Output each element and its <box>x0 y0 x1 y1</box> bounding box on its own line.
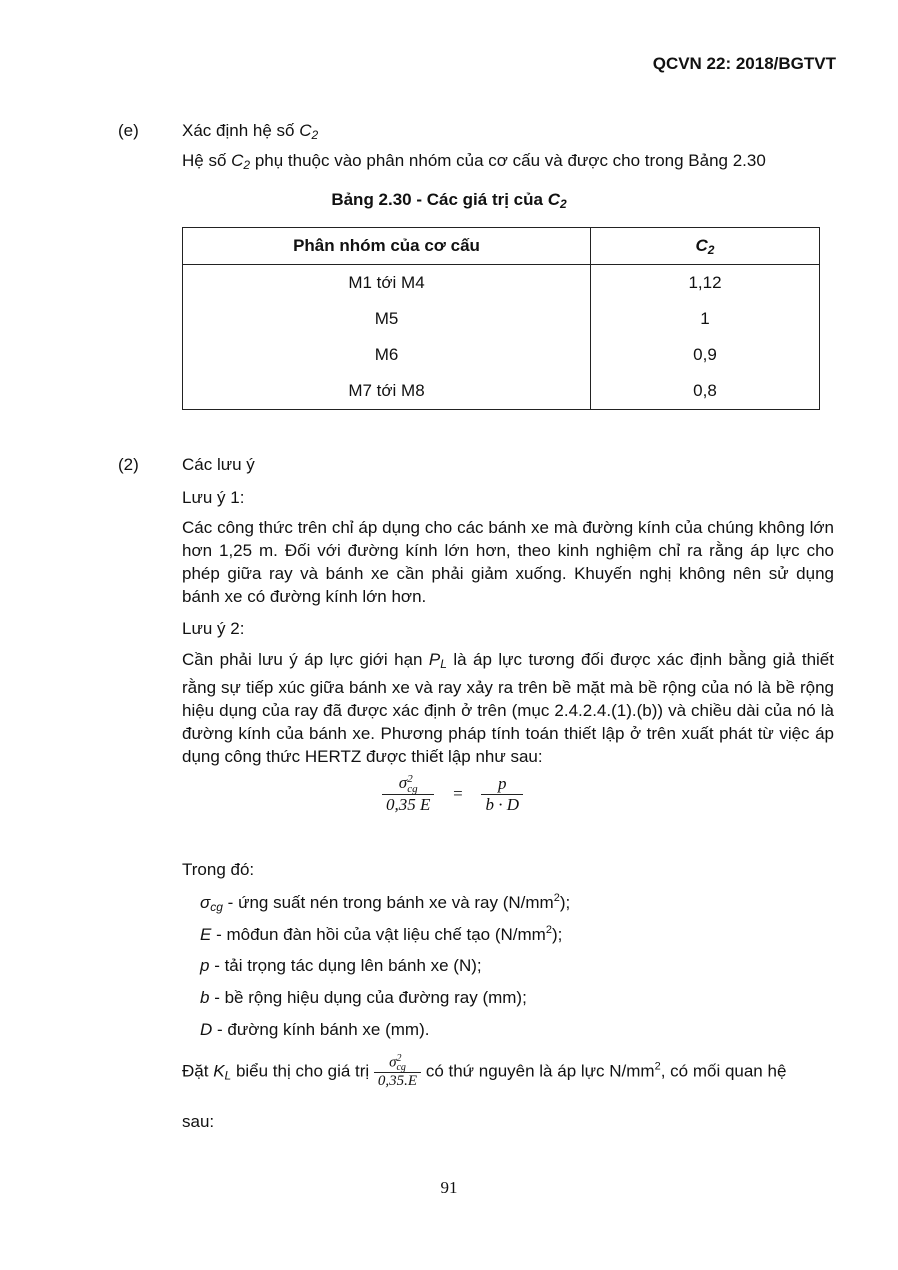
table-caption-text: Bảng 2.30 - Các giá trị của <box>331 190 548 209</box>
table-cell-value: 0,9 <box>591 337 820 373</box>
definition-superscript: 2 <box>553 892 560 904</box>
definition-symbol: b <box>200 988 210 1007</box>
page-number: 91 <box>440 1178 458 1197</box>
kl-post-tail: , có mối quan hệ <box>660 1061 787 1081</box>
kl-symbol: K <box>213 1061 225 1081</box>
definition-row <box>200 924 562 945</box>
formula-sigma-sup: 2 <box>407 773 413 786</box>
definition-symbol: D <box>200 1020 213 1039</box>
definition-superscript: 2 <box>545 924 552 936</box>
kl-sigma: σ <box>389 1054 397 1071</box>
table-header-c2 <box>591 228 820 265</box>
section-2-heading: Các lưu ý <box>182 455 255 474</box>
hertz-formula <box>382 773 523 815</box>
table-cell-value: 1,12 <box>591 265 820 302</box>
table-header-group: Phân nhóm của cơ cấu <box>183 228 591 265</box>
table-row <box>183 373 820 410</box>
definition-text: môđun đàn hồi của vật liệu chế tạo (N/mm <box>226 925 546 944</box>
document-code: QCVN 22: 2018/BGTVT <box>652 54 836 73</box>
section-e-heading-text: Xác định hệ số <box>182 121 300 140</box>
definition-text: tải trọng tác dụng lên bánh xe (N); <box>224 956 482 975</box>
definition-row <box>200 1020 429 1040</box>
table-caption-symbol: C <box>547 190 560 209</box>
table-caption <box>0 190 898 211</box>
kl-subscript: L <box>224 1068 232 1083</box>
definition-dash: - <box>212 1020 228 1039</box>
definition-tail: ); <box>551 925 563 944</box>
section-e-heading-subscript: 2 <box>311 128 319 142</box>
table-row <box>183 265 820 302</box>
definition-symbol: σ <box>200 893 211 912</box>
definition-text: bề rộng hiệu dụng của đường ray (mm); <box>224 988 527 1007</box>
definition-symbol: E <box>200 925 212 944</box>
table-cell-group: M5 <box>183 301 591 337</box>
table-cell-value: 1 <box>591 301 820 337</box>
note-2-post: là áp lực tương đối được xác định bằng giả thiết rằng sự tiếp xúc giữa bánh xe và ray xảy ra trên bề mặt mà bề rộng của nó là bề rộng hiệu dụng của ray đã được xác định ở trên (mục 2.4.2.4.(1).(b)) và chiều dài của nó là đường kính của bánh xe. Phương pháp tính toán thiết lập ở trên xuất phát từ việc áp dụng công thức HERTZ được thiết lập như sau: <box>182 650 834 766</box>
section-2-marker: (2) <box>118 455 139 474</box>
table-row <box>183 337 820 373</box>
section-e-line-post: phụ thuộc vào phân nhóm của cơ cấu và được cho trong Bảng 2.30 <box>250 151 766 170</box>
table-cell-group: M1 tới M4 <box>183 265 591 302</box>
definition-text: đường kính bánh xe (mm). <box>227 1020 430 1039</box>
kl-sigma-sup: 2 <box>396 1053 402 1064</box>
formula-lhs-denominator: 0,35 E <box>386 795 431 815</box>
section-e-line-symbol: C <box>231 151 244 170</box>
table-header-c2-subscript: 2 <box>707 242 715 257</box>
definition-row <box>200 956 482 976</box>
definition-row <box>200 892 570 914</box>
kl-pre: Đặt <box>182 1061 214 1081</box>
note-2-text <box>182 648 834 768</box>
kl-fraction-numerator <box>374 1054 421 1073</box>
table-cell-group: M6 <box>183 337 591 373</box>
kl-mid: biểu thị cho giá trị <box>231 1061 374 1081</box>
definition-dash: - <box>211 925 227 944</box>
table-header-c2-symbol: C <box>695 235 708 255</box>
formula-rhs-denominator: b · D <box>485 794 519 814</box>
kl-post: có thứ nguyên là áp lực N/mm <box>425 1061 655 1081</box>
definition-text: ứng suất nén trong bánh xe và ray (N/mm <box>238 893 554 912</box>
formula-lhs-numerator <box>382 773 434 795</box>
note-2-symbol: P <box>428 650 441 669</box>
table-cell-group: M7 tới M8 <box>183 373 591 410</box>
formula-sigma: σ <box>398 773 408 792</box>
section-e-marker: (e) <box>118 121 139 140</box>
note-2-pre: Cần phải lưu ý áp lực giới hạn <box>182 650 429 669</box>
definition-symbol-subscript: cg <box>210 900 223 914</box>
note-1-label: Lưu ý 1: <box>182 488 245 507</box>
formula-lhs-fraction <box>382 773 434 815</box>
section-e-heading-symbol: C <box>299 121 312 140</box>
formula-rhs-fraction <box>481 774 523 815</box>
table-cell-value: 0,8 <box>591 373 820 410</box>
formula-equals: = <box>453 784 463 804</box>
note-1-text: Các công thức trên chỉ áp dụng cho các bánh xe mà đường kính của chúng không lớn hơn 1,25 m. Đối với đường kính lớn hơn, theo kinh nghiệm chỉ ra rằng áp lực cho phép giữa ray và bánh xe cần phải giảm xuống. Khuyến nghị không nên sử dụng bánh xe có đường kính lớn hơn. <box>182 518 834 606</box>
kl-fraction-denominator: 0,35.E <box>377 1073 418 1089</box>
section-e-line-subscript: 2 <box>243 158 251 172</box>
section-e-heading <box>182 121 318 142</box>
kl-definition-line <box>182 1054 786 1090</box>
kl-sigma-sub: cg <box>396 1062 406 1073</box>
definition-symbol: p <box>200 956 210 975</box>
where-label: Trong đó: <box>182 860 255 879</box>
kl-fraction <box>374 1054 421 1090</box>
table-row <box>183 301 820 337</box>
kl-post-superscript: 2 <box>654 1060 661 1073</box>
definition-tail: ); <box>559 893 571 912</box>
table-caption-subscript: 2 <box>559 197 567 211</box>
formula-rhs-numerator: p <box>481 774 523 795</box>
kl-line-continuation: sau: <box>182 1112 215 1131</box>
note-2-label: Lưu ý 2: <box>182 619 245 638</box>
definition-row <box>200 988 527 1008</box>
section-e-line-pre: Hệ số <box>182 151 232 170</box>
definition-dash: - <box>209 988 225 1007</box>
section-e-description <box>182 151 766 172</box>
note-2-subscript: L <box>440 657 447 671</box>
definition-dash: - <box>209 956 225 975</box>
formula-sigma-sub: cg <box>407 783 418 796</box>
table-header-row <box>183 228 820 265</box>
c2-values-table <box>182 227 820 410</box>
definition-dash: - <box>222 893 239 912</box>
